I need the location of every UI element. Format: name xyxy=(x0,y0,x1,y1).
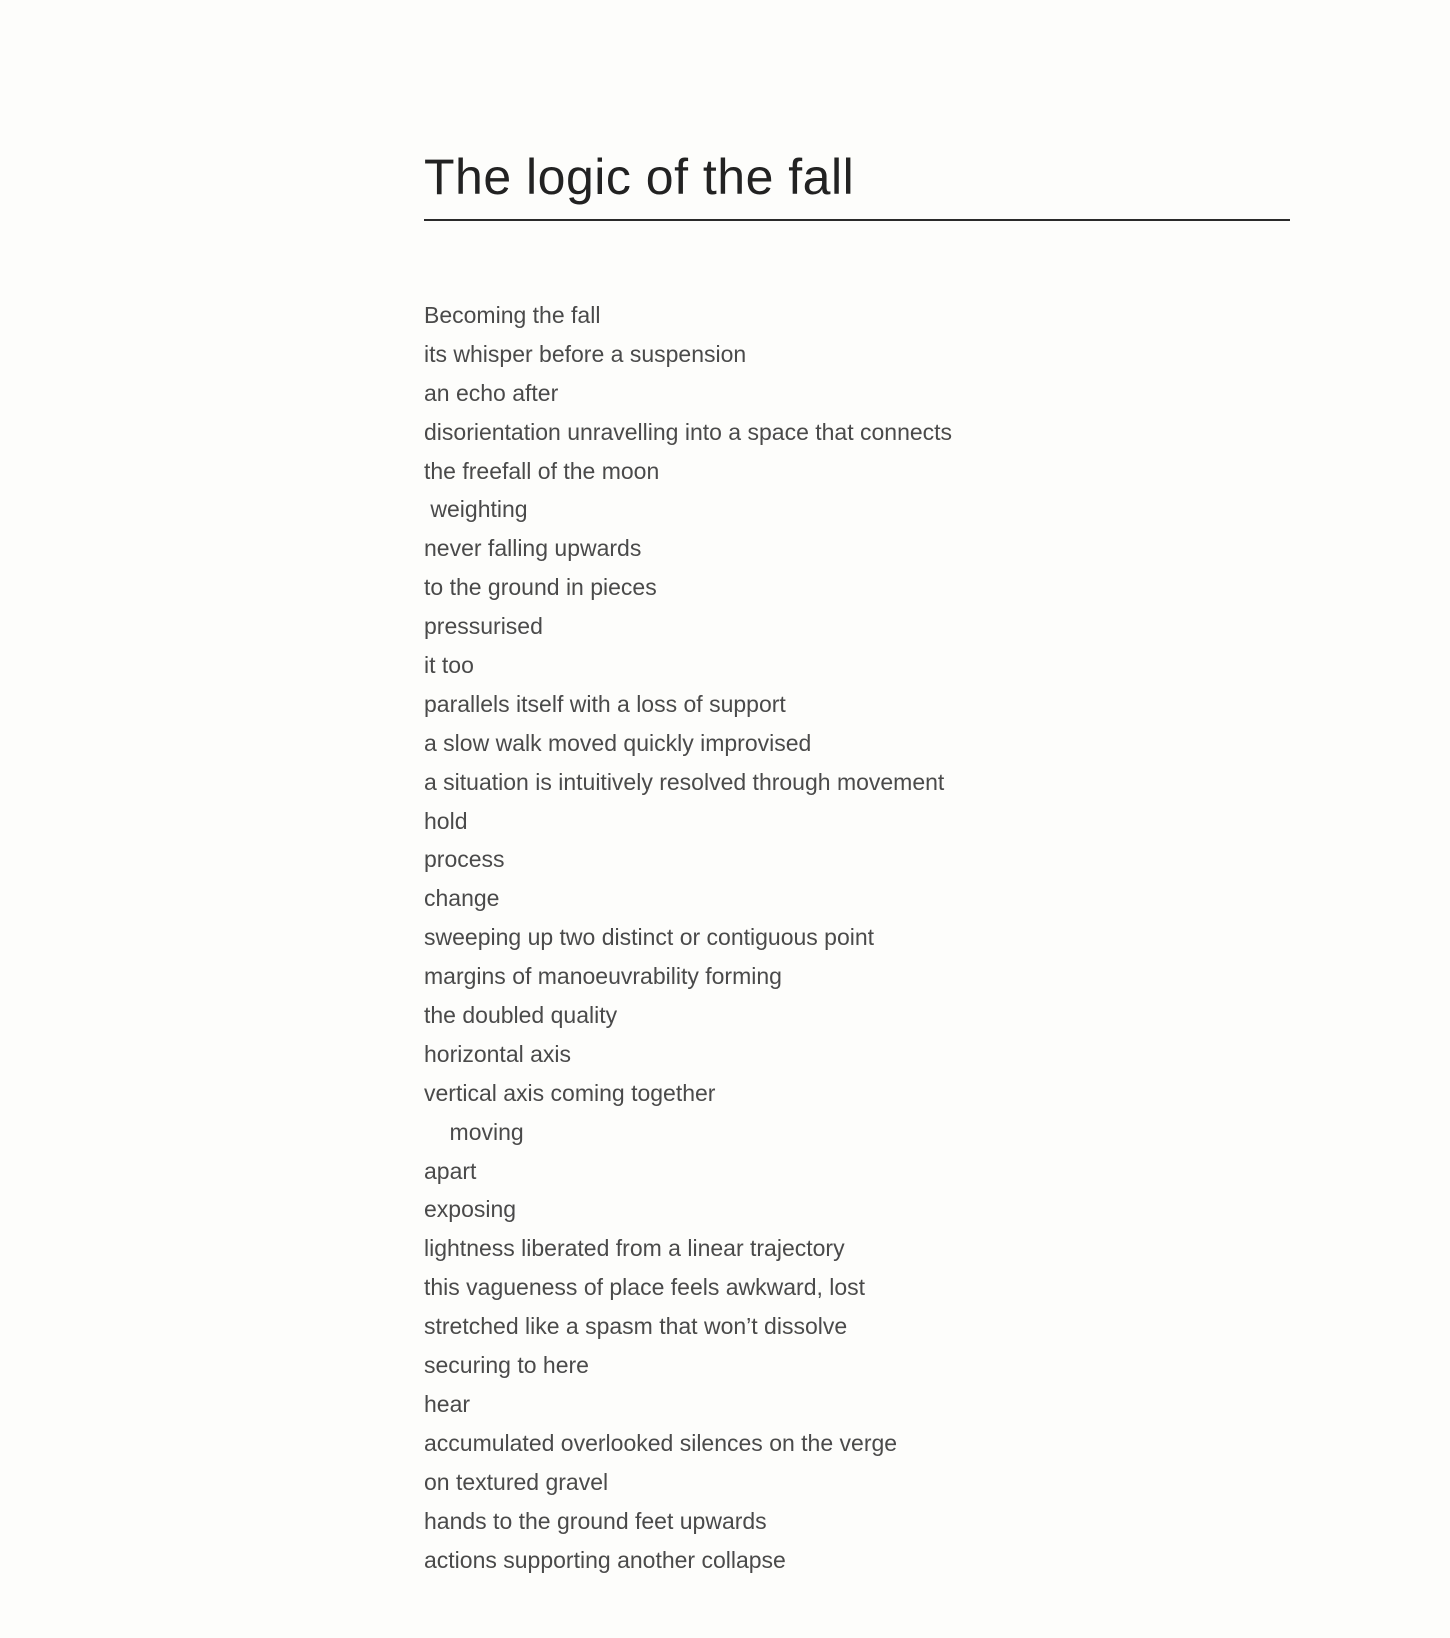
poem-line: vertical axis coming together xyxy=(424,1079,716,1106)
poem-line: sweeping up two distinct or contiguous point xyxy=(424,924,875,951)
poem-line: weighting xyxy=(424,496,528,523)
poem-line: hear xyxy=(424,1390,471,1417)
poem-line: accumulated overlooked silences on the verge xyxy=(424,1429,898,1456)
poem-body xyxy=(424,296,952,1579)
poem-line: the doubled quality xyxy=(424,1002,618,1029)
poem-line: disorientation unravelling into a space that connects xyxy=(424,418,953,445)
poem-line: exposing xyxy=(424,1196,517,1223)
poem-line: hands to the ground feet upwards xyxy=(424,1507,767,1534)
poem-line: change xyxy=(424,885,500,912)
poem-line: margins of manoeuvrability forming xyxy=(424,963,782,990)
poem-line: parallels itself with a loss of support xyxy=(424,690,786,717)
poem-line: lightness liberated from a linear trajectory xyxy=(424,1235,845,1262)
poem-line: its whisper before a suspension xyxy=(424,340,747,367)
poem-line: actions supporting another collapse xyxy=(424,1546,786,1573)
poem-line: hold xyxy=(424,807,468,834)
poem-line: the freefall of the moon xyxy=(424,457,660,484)
poem-line: on textured gravel xyxy=(424,1468,609,1495)
poem-line: Becoming the fall xyxy=(424,302,601,328)
poem-line: a situation is intuitively resolved through movement xyxy=(424,768,945,795)
poem-line: horizontal axis xyxy=(424,1040,572,1067)
poem-title: The logic of the fall xyxy=(424,149,855,205)
poem-line: process xyxy=(424,846,505,873)
poem-line: securing to here xyxy=(424,1352,589,1379)
poem-line: apart xyxy=(424,1157,477,1184)
poem-line: it too xyxy=(424,652,474,679)
poem-line: an echo after xyxy=(424,379,559,406)
poem-line: a slow walk moved quickly improvised xyxy=(424,729,812,756)
title-underline xyxy=(424,219,1290,221)
poem-line: moving xyxy=(424,1118,524,1145)
poem-line: this vagueness of place feels awkward, lost xyxy=(424,1274,866,1301)
poem-line: pressurised xyxy=(424,613,543,640)
poem-line: stretched like a spasm that won’t dissolve xyxy=(424,1313,848,1340)
poem-line: to the ground in pieces xyxy=(424,574,657,601)
poem-line: never falling upwards xyxy=(424,535,642,562)
